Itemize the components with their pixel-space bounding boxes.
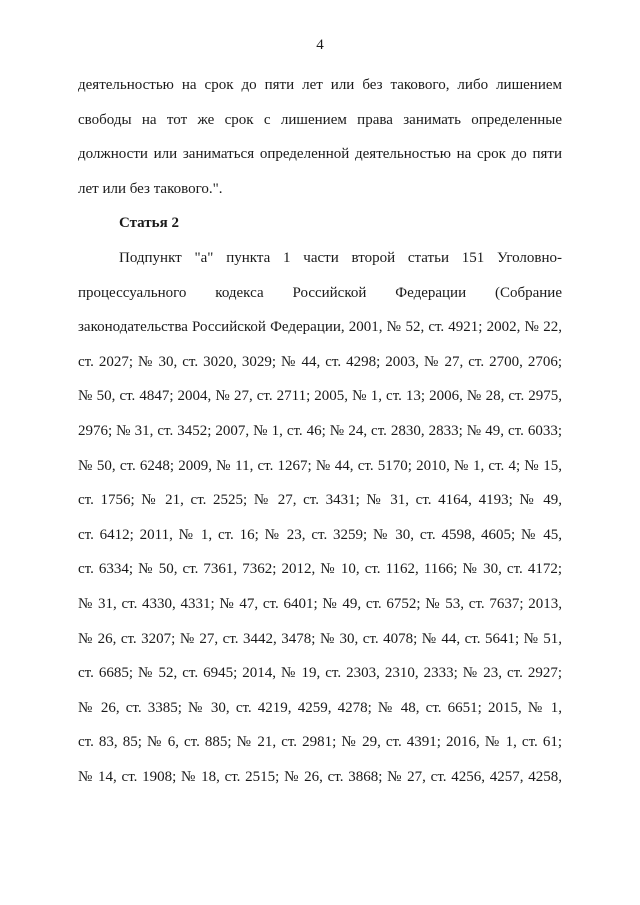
text-line: лет или без такового.". — [78, 180, 223, 197]
text-line: ст. 1756; № 21, ст. 2525; № 27, ст. 3431; № 31, ст. 4164, 4193; № 49, — [78, 492, 562, 509]
text-line: ст. 2027; № 30, ст. 3020, 3029; № 44, ст. 4298; 2003, № 27, ст. 2700, 2706; — [78, 353, 562, 370]
text-line: ст. 6412; 2011, № 1, ст. 16; № 23, ст. 3259; № 30, ст. 4598, 4605; № 45, — [78, 526, 562, 543]
paragraph-continuation — [78, 68, 562, 206]
text-line: № 14, ст. 1908; № 18, ст. 2515; № 26, ст. 3868; № 27, ст. 4256, 4257, 4258, — [78, 768, 562, 785]
text-line: № 26, ст. 3385; № 30, ст. 4219, 4259, 4278; № 48, ст. 6651; 2015, № 1, — [78, 699, 562, 716]
document-body — [78, 68, 562, 794]
article-2-body — [78, 241, 562, 795]
text-line: ст. 6334; № 50, ст. 7361, 7362; 2012, № 10, ст. 1162, 1166; № 30, ст. 4172; — [78, 561, 562, 578]
text-line: ст. 83, 85; № 6, ст. 885; № 21, ст. 2981; № 29, ст. 4391; 2016, № 1, ст. 61; — [78, 734, 562, 751]
text-line: процессуального кодекса Российской Федерации (Собрание — [78, 284, 562, 301]
text-line: законодательства Российской Федерации, 2001, № 52, ст. 4921; 2002, № 22, — [78, 319, 562, 336]
text-line: должности или заниматься определенной деятельностью на срок до пяти — [78, 146, 562, 163]
text-line: 2976; № 31, ст. 3452; 2007, № 1, ст. 46; № 24, ст. 2830, 2833; № 49, ст. 6033; — [78, 422, 562, 439]
article-heading: Статья 2 — [119, 215, 179, 232]
text-line: № 50, ст. 6248; 2009, № 11, ст. 1267; № 44, ст. 5170; 2010, № 1, ст. 4; № 15, — [78, 457, 562, 474]
text-line: деятельностью на срок до пяти лет или без такового, либо лишением — [78, 77, 562, 93]
text-line: Подпункт "а" пункта 1 части второй статьи 151 Уголовно- — [119, 249, 562, 266]
text-line: № 50, ст. 4847; 2004, № 27, ст. 2711; 2005, № 1, ст. 13; 2006, № 28, ст. 2975, — [78, 388, 562, 405]
text-line: № 26, ст. 3207; № 27, ст. 3442, 3478; № 30, ст. 4078; № 44, ст. 5641; № 51, — [78, 630, 562, 647]
text-line: свободы на тот же срок с лишением права занимать определенные — [78, 111, 562, 128]
text-line: ст. 6685; № 52, ст. 6945; 2014, № 19, ст. 2303, 2310, 2333; № 23, ст. 2927; — [78, 665, 562, 682]
page-number: 4 — [316, 37, 324, 53]
text-line: № 31, ст. 4330, 4331; № 47, ст. 6401; № 49, ст. 6752; № 53, ст. 7637; 2013, — [78, 595, 562, 612]
